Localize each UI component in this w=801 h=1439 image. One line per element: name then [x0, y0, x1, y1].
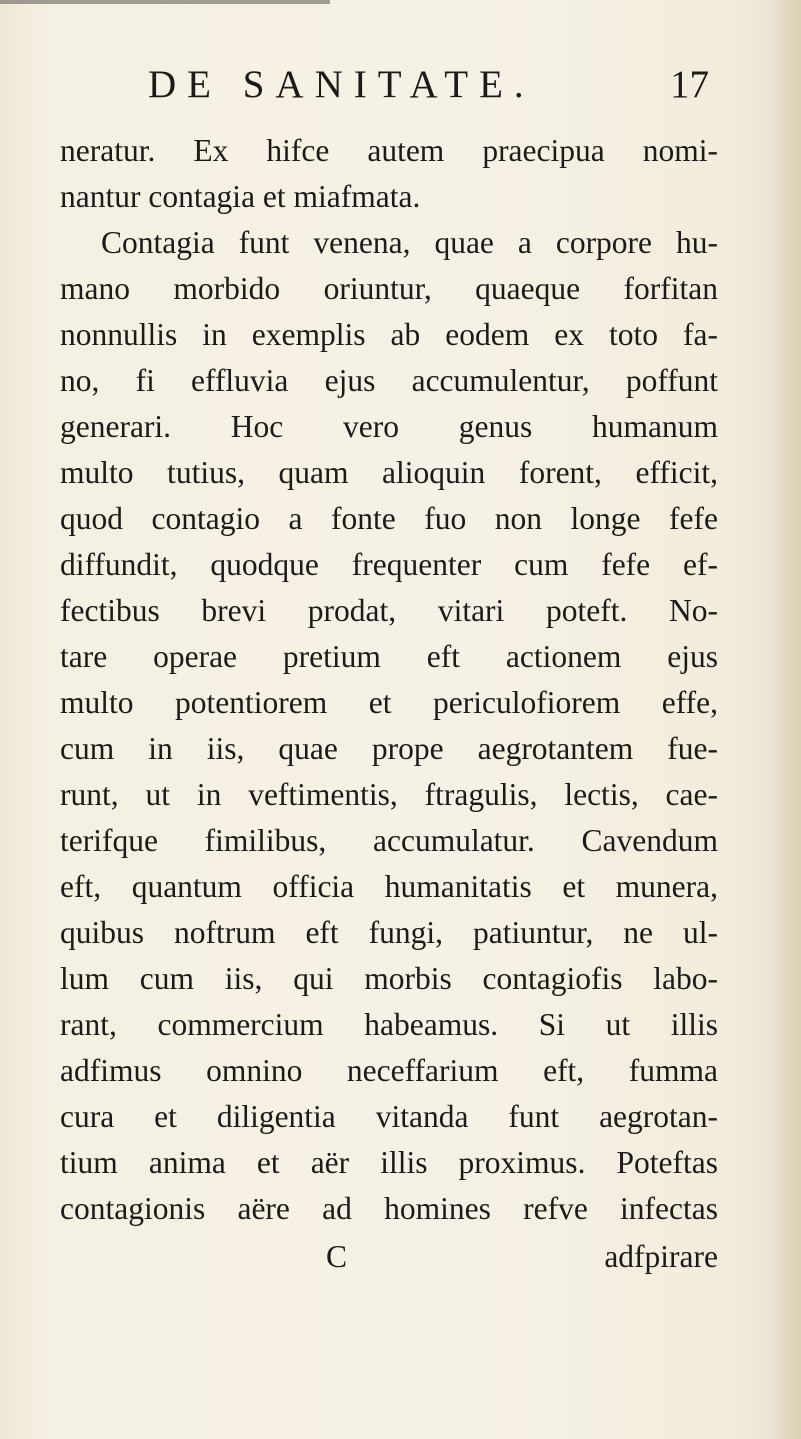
running-title: DE SANITATE. — [148, 63, 535, 106]
text-line: lum cum iis, qui morbis contagiofis labo- — [60, 961, 718, 996]
text-line: nantur contagia et miafmata. — [60, 179, 421, 214]
text-line: nonnullis in exemplis ab eodem ex toto fa- — [60, 317, 718, 352]
text-line: multo tutius, quam alioquin forent, efficit, — [60, 455, 718, 490]
text-line: generari. Hoc vero genus humanum — [60, 409, 718, 444]
text-line: runt, ut in veftimentis, ftragulis, lectis, cae- — [60, 777, 718, 812]
catchword: adfpirare — [604, 1239, 718, 1274]
text-line: cum in iis, quae prope aegrotantem fue- — [60, 731, 718, 766]
text-line: quibus noftrum eft fungi, patiuntur, ne ul- — [60, 915, 718, 950]
text-line: adfimus omnino neceffarium eft, fumma — [60, 1053, 718, 1088]
text-line: terifque fimilibus, accumulatur. Cavendum — [60, 823, 718, 858]
text-line: multo potentiorem et periculofiorem effe, — [60, 685, 718, 720]
text-line: fectibus brevi prodat, vitari poteft. No- — [60, 593, 718, 628]
text-line: Contagia funt venena, quae a corpore hu- — [101, 225, 718, 260]
page-number: 17 — [670, 63, 709, 106]
text-line: diffundit, quodque frequenter cum fefe ef- — [60, 547, 718, 582]
text-line: quod contagio a fonte fuo non longe fefe — [60, 501, 718, 536]
text-line: cura et diligentia vitanda funt aegrotan- — [60, 1099, 718, 1134]
text-line: rant, commercium habeamus. Si ut illis — [60, 1007, 718, 1042]
text-line: tare operae pretium eft actionem ejus — [60, 639, 718, 674]
text-line: no, fi effluvia ejus accumulentur, poffunt — [60, 363, 718, 398]
text-line: eft, quantum officia humanitatis et munera, — [60, 869, 718, 904]
text-line: mano morbido oriuntur, quaeque forfitan — [60, 271, 718, 306]
signature-mark: C — [326, 1239, 348, 1274]
text-line: contagionis aëre ad homines refve infectas — [60, 1191, 718, 1226]
text-line: tium anima et aër illis proximus. Poteftas — [60, 1145, 718, 1180]
text-line: neratur. Ex hifce autem praecipua nomi- — [60, 133, 718, 168]
